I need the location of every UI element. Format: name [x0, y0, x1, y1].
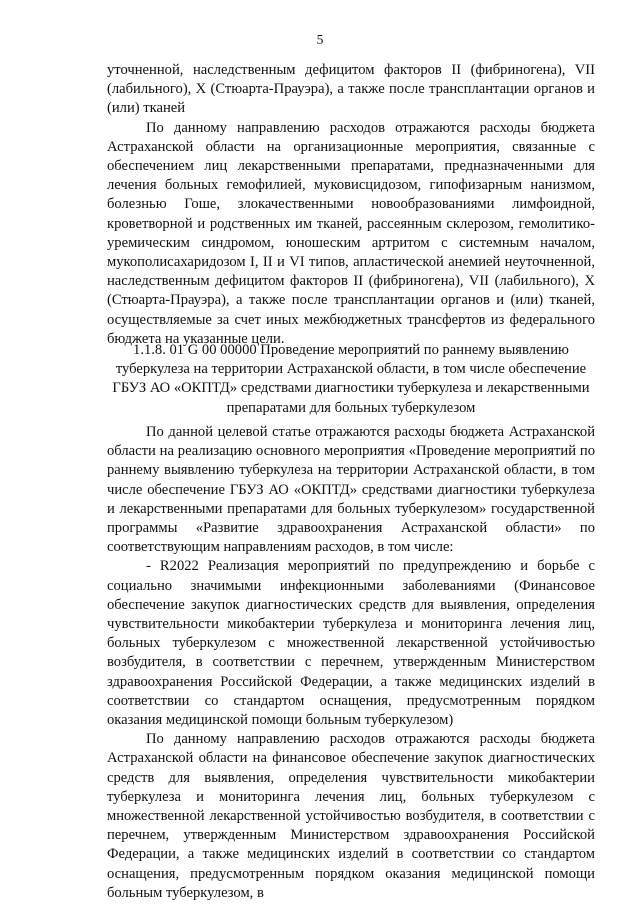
- top-continuation-paragraph: уточненной, наследственным дефицитом факторов II (фибриногена), VII (лабильного), X (Стюарта-Прауэра), а также после трансплантации органов и (или) тканей: [107, 62, 595, 117]
- continuation-block: [107, 61, 595, 349]
- paragraph-expenses-diagnostics: По данному направлению расходов отражаются расходы бюджета Астраханской области на финансовое обеспечение закупок диагностических средств для выявления, определения чувствительности микобактерии туберкулеза и мониторинга лечения лиц, больных туберкулезом с множественной лекарственной устойчивостью возбудителя, в соответствии с перечнем, утвержденным Министерством здравоохранения Российской Федерации, а также медицинских изделий в соответствии со стандартом оснащения, предусмотренным порядком оказания медицинской помощи больным туберкулезом, в: [107, 731, 595, 901]
- paragraph-target-article: По данной целевой статье отражаются расходы бюджета Астраханской области на реализацию основного мероприятия «Проведение мероприятий по раннему выявлению туберкулеза на территории Астраханской области, в том числе обеспечение ГБУЗ АО «ОКПТД» средствами диагностики туберкулеза и лекарственными препаратами для больных туберкулезом» государственной программы «Развитие здравоохранения Астраханской области» по соответствующим направлениям расходов, в том числе:: [107, 424, 595, 556]
- page-number: 5: [316, 32, 324, 47]
- body-block: [107, 423, 595, 903]
- paragraph-r2022-item: - R2022 Реализация мероприятий по предупреждению и борьбе с социально значимыми инфекционными заболеваниями (Финансовое обеспечение закупок диагностических средств для выявления, определения чувствительности микобактерии туберкулеза и мониторинга лечения лиц, больных туберкулезом с множественной лекарственной устойчивостью возбудителя, в соответствии с перечнем, утвержденным Министерством здравоохранения Российской Федерации, а также медицинских изделий в соответствии со стандартом оснащения, предусмотренным порядком оказания медицинской помощи больным туберкулезом): [107, 558, 595, 729]
- section-heading-1-1-8: 1.1.8. 01 G 00 00000 Проведение мероприятий по раннему выявлению туберкулеза на территории Астраханской области, в том числе обеспечение ГБУЗ АО «ОКПТД» средствами диагностики туберкулеза и лекарственными препаратами для больных туберкулезом: [112, 342, 590, 416]
- paragraph-expenses-organizational: По данному направлению расходов отражаются расходы бюджета Астраханской области на организационные мероприятия, связанные с обеспечением лиц лекарственными препаратами, предназначенными для лечения больных гемофилией, муковисцидозом, гипофизарным нанизмом, болезнью Гоше, злокачественными новообразованиями лимфоидной, кроветворной и родственных им тканей, рассеянным склерозом, гемолитико-уремическим синдромом, юношеским артритом с системным началом, мукополисахаридозом I, II и VI типов, апластической анемией неуточненной, наследственным дефицитом факторов II (фибриногена), VII (лабильного), X (Стюарта-Прауэра), а также после трансплантации органов и (или) тканей, осуществляемые за счет иных межбюджетных трансфертов из федерального бюджета на указанные цели.: [107, 119, 595, 347]
